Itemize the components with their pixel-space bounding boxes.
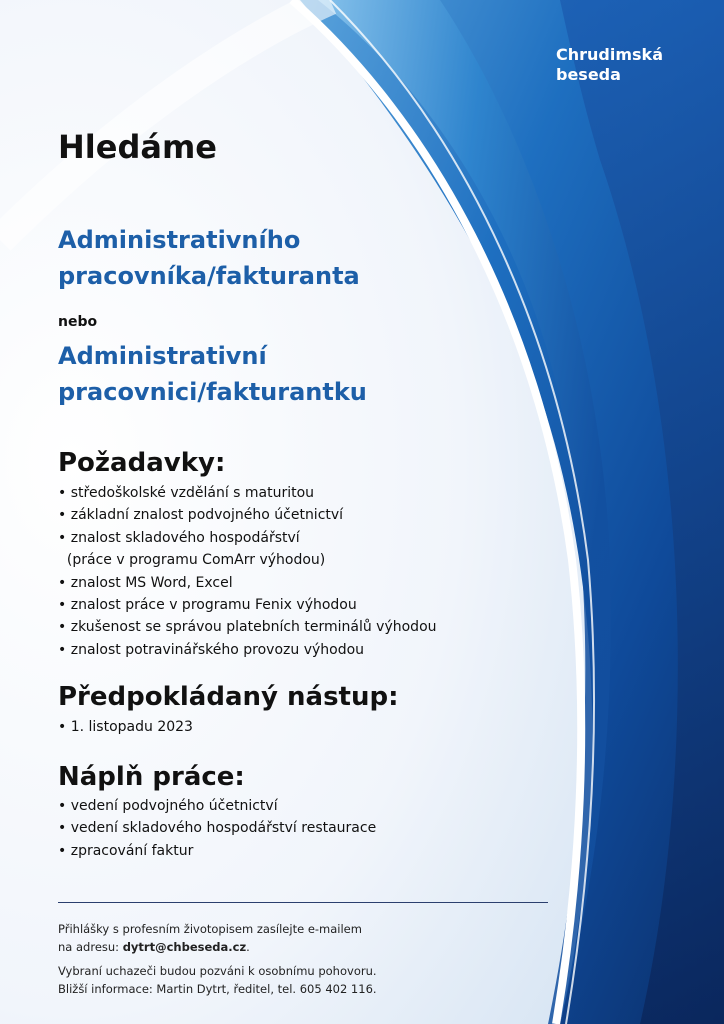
position-2-line-2: pracovnici/fakturantku	[58, 378, 367, 406]
list-item: • znalost práce v programu Fenix výhodou	[58, 594, 437, 616]
footer-line-2-suffix: .	[246, 940, 250, 954]
footer-line-1: Přihlášky s profesním životopisem zasílejte e-mailem	[58, 922, 362, 936]
position-1-line-2: pracovníka/fakturanta	[58, 262, 360, 290]
position-2-line-1: Administrativní	[58, 342, 267, 370]
list-item: • 1. listopadu 2023	[58, 716, 193, 738]
position-title-female	[58, 338, 367, 410]
page-title: Hledáme	[58, 128, 217, 166]
logo-chrudimska-beseda	[556, 45, 663, 85]
list-item: • znalost skladového hospodářství	[58, 527, 437, 549]
logo-line-1: Chrudimská	[556, 45, 663, 64]
connector-text: nebo	[58, 314, 98, 330]
application-info	[58, 920, 362, 956]
position-1-line-1: Administrativního	[58, 226, 301, 254]
start-date-title: Předpokládaný nástup:	[58, 682, 399, 712]
list-item: • vedení podvojného účetnictví	[58, 795, 376, 817]
duties-title: Náplň práce:	[58, 762, 245, 792]
list-item: • znalost potravinářského provozu výhodou	[58, 639, 437, 661]
list-item: • středoškolské vzdělání s maturitou	[58, 482, 437, 504]
position-title-male	[58, 222, 360, 294]
footer-line-3: Vybraní uchazeči budou pozváni k osobnímu pohovoru.	[58, 964, 377, 978]
list-item: • znalost MS Word, Excel	[58, 572, 437, 594]
list-item: • zkušenost se správou platebních terminálů výhodou	[58, 616, 437, 638]
list-item: (práce v programu ComArr výhodou)	[66, 552, 326, 569]
requirements-list	[58, 482, 437, 661]
list-item: • základní znalost podvojného účetnictví	[58, 504, 437, 526]
list-item: • vedení skladového hospodářství restaurace	[58, 817, 376, 839]
requirements-title: Požadavky:	[58, 448, 226, 478]
contact-info	[58, 962, 377, 998]
duties-list	[58, 795, 376, 862]
footer-line-4: Bližší informace: Martin Dytrt, ředitel, tel. 605 402 116.	[58, 982, 377, 996]
logo-line-2: beseda	[556, 65, 621, 84]
list-item: • zpracování faktur	[58, 840, 376, 862]
footer-line-2-prefix: na adresu:	[58, 940, 123, 954]
divider	[58, 902, 548, 903]
contact-email[interactable]: dytrt@chbeseda.cz	[122, 940, 247, 954]
start-date-list	[58, 716, 193, 738]
footer-line-2	[58, 938, 362, 956]
